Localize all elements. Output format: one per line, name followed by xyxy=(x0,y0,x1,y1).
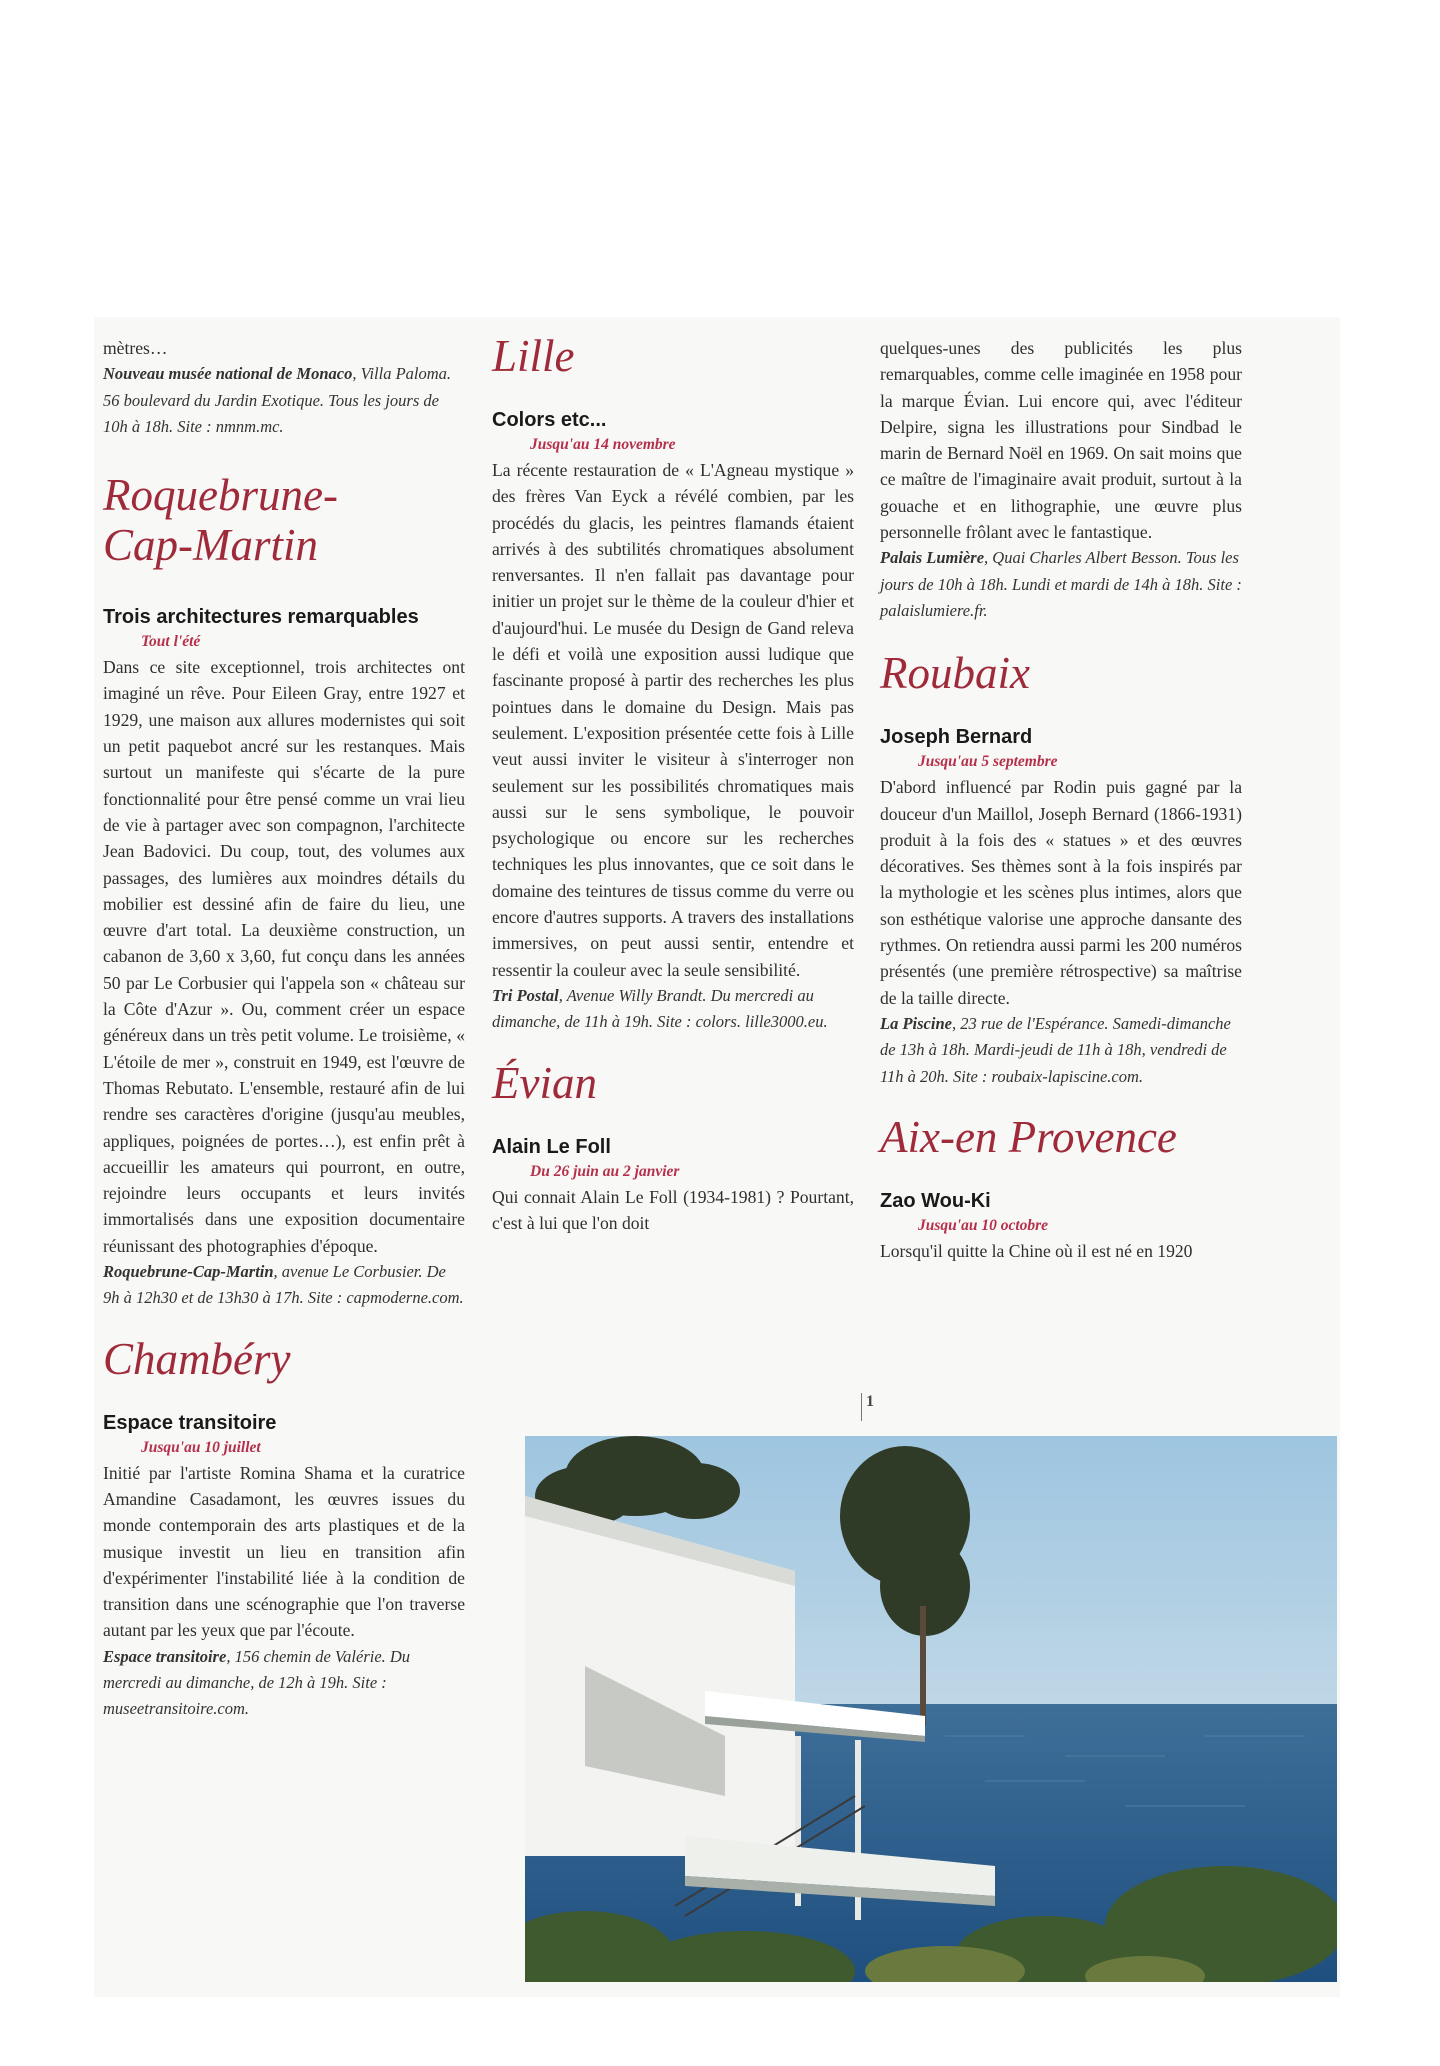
city-heading-evian: Évian xyxy=(492,1057,597,1108)
exhibition-block xyxy=(103,604,465,1311)
column-2 xyxy=(492,331,854,1236)
lead-info-rest: , Villa Paloma. 56 boulevard du Jardin Exotique. Tous les jours de 10h à 18h. Site : nmnm.mc. xyxy=(103,364,452,436)
exhibition-info-name: Roquebrune-Cap-Martin xyxy=(103,1262,274,1282)
exhibition-body: D'abord influencé par Rodin puis gagné par la douceur d'un Maillol, Joseph Bernard (1866-1931) produit à la fois des « statues » et des œuvres décoratives. Ses thèmes sont à la fois inspirés par la mythologie et les scènes plus intimes, alors que son esthétique valorise une approche dansante des rythmes. On retiendra aussi parmi les 200 numéros présentés (une première rétrospective) sa maîtrise de la taille directe. xyxy=(880,777,1242,1008)
lead-info-name: Palais Lumière xyxy=(880,548,985,568)
exhibition-info-name: Espace transitoire xyxy=(103,1646,227,1666)
city-heading-aix: Aix-en Provence xyxy=(880,1111,1177,1162)
exhibition-info-name: Tri Postal xyxy=(492,985,559,1005)
page-number-rule xyxy=(861,1393,862,1421)
lead-info xyxy=(880,545,1242,624)
exhibition-block xyxy=(880,724,1242,1090)
city-heading-roubaix: Roubaix xyxy=(880,648,1030,699)
column-3 xyxy=(880,335,1242,1264)
exhibition-info-name: La Piscine xyxy=(880,1013,952,1033)
exhibition-info-rest: , avenue Le Corbusier. De 9h à 12h30 et de 13h30 à 17h. Site : capmoderne.com. xyxy=(103,1262,464,1308)
exhibition-dates: Tout l'été xyxy=(141,633,201,651)
city-heading-chambery: Chambéry xyxy=(103,1333,291,1384)
exhibition-block xyxy=(103,1410,465,1723)
exhibition-info-rest: , 156 chemin de Valérie. Du mercredi au dimanche, de 12h à 19h. Site : museetransitoire.com. xyxy=(103,1646,411,1719)
exhibition-body: Lorsqu'il quitte la Chine où il est né en 1920 xyxy=(880,1240,1193,1261)
exhibition-info-rest: , 23 rue de l'Espérance. Samedi-dimanche de 13h à 18h. Mardi-jeudi de 11h à 18h, vendredi de 11h à 20h. Site : roubaix-lapiscine.com. xyxy=(880,1013,1231,1086)
exhibition-info xyxy=(103,1259,465,1312)
lead-body: quelques-unes des publicités les plus remarquables, comme celle imaginée en 1958 pour la marque Évian. Lui encore qui, avec l'éditeur Delpire, signa les illustrations pour Sindbad le marin de Bernard Noël en 1969. On sait moins que ce maître de l'imaginaire avait produit, surtout à la gouache et en lithographie, une œuvre plus personnelle frôlant avec le fantastique. xyxy=(880,338,1242,543)
exhibition-info xyxy=(103,1644,465,1723)
exhibition-title: Alain Le Foll xyxy=(492,1135,611,1158)
city-heading-roquebrune xyxy=(103,470,465,570)
exhibition-title: Zao Wou-Ki xyxy=(880,1189,991,1212)
exhibition-dates: Du 26 juin au 2 janvier xyxy=(530,1162,680,1180)
exhibition-body: Dans ce site exceptionnel, trois architectes ont imaginé un rêve. Pour Eileen Gray, entre 1927 et 1929, une maison aux allures modernistes qui soit un petit paquebot ancré sur les restanques. Mais surtout un manifeste qui s'écarte de la pure fonctionnalité pour être pensé comme un vrai lieu de vie à partager avec son compagnon, l'architecte Jean Badovici. Du coup, tout, des volumes aux passages, des lumières aux moindres détails du mobilier est dessiné afin de faire du lieu, une œuvre d'art total. La deuxième construction, un cabanon de 3,60 x 3,60, fut conçu dans les années 50 par Le Corbusier qui l'appela son « château sur la Côte d'Azur ». Ou, comment créer un espace généreux dans un très petit volume. Le troisième, « L'étoile de mer », construit en 1949, est l'œuvre de Thomas Rebutato. L'ensemble, restauré afin de lui rendre ses caractères d'origine (jusqu'au meubles, appliques, poignées de portes…), est enfin prêt à accueillir les amateurs qui pourront, en outre, rejoindre leurs occupants et leurs invités immortalisés dans une exposition documentaire réunissant des photographies d'époque. xyxy=(103,657,465,1256)
lead-info-name: Nouveau musée national de Monaco xyxy=(103,364,353,384)
city-line-2: Cap-Martin xyxy=(103,520,319,571)
villa-photo xyxy=(525,1436,1337,1982)
exhibition-title: Joseph Bernard xyxy=(880,726,1033,749)
exhibition-info xyxy=(880,1011,1242,1090)
exhibition-block xyxy=(880,1188,1242,1264)
lead-info-rest: , Quai Charles Albert Besson. Tous les jours de 10h à 18h. Lundi et mardi de 14h à 18h. Site : palaislumiere.fr. xyxy=(880,548,1242,620)
exhibition-block xyxy=(492,1134,854,1237)
exhibition-title: Espace transitoire xyxy=(103,1411,277,1434)
exhibition-body: La récente restauration de « L'Agneau mystique » des frères Van Eyck a révélé combien, par les procédés du glacis, les peintres flamands étaient arrivés à des subtilités chromatiques absolument renversantes. Il n'en fallait pas davantage pour initier un projet sur le thème de la couleur d'hier et d'aujourd'hui. Le musée du Design de Gand releva le défi et voilà une exposition aussi ludique que fascinante proposé à partir des recherches les plus pointues dans le domaine du Design. Mais pas seulement. L'exposition présentée cette fois à Lille veut aussi inviter le visiteur à s'interroger non seulement sur les possibilités chromatiques mais aussi sur le sens symbolique, le pouvoir psychologique ou encore sur les recherches techniques les plus innovantes, que ce soit dans le domaine des teintures de tissus comme du verre ou encore d'autres supports. A travers des installations immersives, on peut aussi sentir, entendre et ressentir la couleur avec la seule sensibilité. xyxy=(492,460,854,980)
lead-info xyxy=(103,361,465,440)
exhibition-dates: Jusqu'au 10 octobre xyxy=(918,1216,1049,1234)
exhibition-info-rest: , Avenue Willy Brandt. Du mercredi au dimanche, de 11h à 19h. Site : colors. lille3000.eu. xyxy=(492,985,828,1032)
exhibition-block xyxy=(492,407,854,1036)
exhibition-title: Trois architectures remarquables xyxy=(103,606,419,629)
exhibition-info xyxy=(492,983,854,1036)
villa-photo-illustration xyxy=(525,1436,1337,1982)
exhibition-body: Qui connait Alain Le Foll (1934-1981) ? Pourtant, c'est à lui que l'on doit xyxy=(492,1186,854,1233)
city-line-1: Roquebrune- xyxy=(103,470,338,521)
exhibition-dates: Jusqu'au 10 juillet xyxy=(141,1438,261,1456)
exhibition-title: Colors etc... xyxy=(492,409,607,431)
page-number: 1 xyxy=(866,1393,874,1410)
column-1 xyxy=(103,335,465,1723)
city-heading-lille: Lille xyxy=(492,331,575,381)
exhibition-dates: Jusqu'au 5 septembre xyxy=(918,753,1058,771)
lead-text: mètres… xyxy=(103,338,168,358)
exhibition-dates: Jusqu'au 14 novembre xyxy=(530,436,676,453)
exhibition-body: Initié par l'artiste Romina Shama et la curatrice Amandine Casadamont, les œuvres issues du monde contemporain des arts plastiques et de la musique investit un lieu en transition afin d'expérimenter l'instabilité liée à la condition de transition dans une scénographie que l'on traverse autant par les yeux que par l'écoute. xyxy=(103,1462,465,1641)
